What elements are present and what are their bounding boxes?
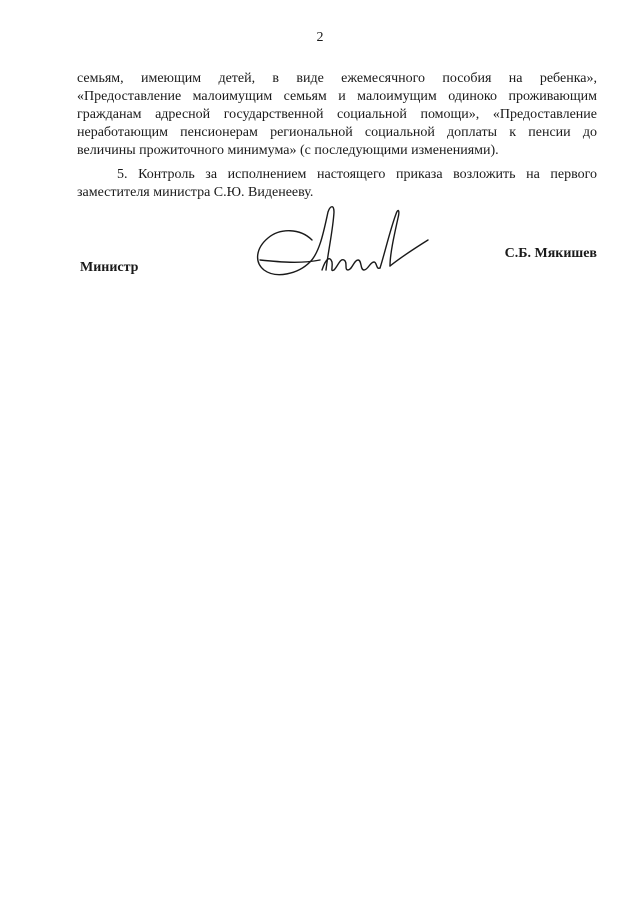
paragraph-continuation	[77, 70, 597, 160]
signatory-role: Министр	[80, 260, 139, 275]
signatory-name: С.Б. Мякишев	[504, 246, 597, 261]
text-line: «Предоставление малоимущим семьям и малоимущим одиноко проживающим	[77, 89, 597, 104]
page-number: 2	[316, 30, 324, 45]
text-line: величины прожиточного минимума» (с последующими изменениями).	[77, 143, 499, 158]
text-line: заместителя министра С.Ю. Виденееву.	[77, 185, 314, 200]
text-line: неработающим пенсионерам региональной социальной доплаты к пенсии до	[77, 125, 597, 140]
text-line: 5. Контроль за исполнением настоящего приказа возложить на первого	[117, 167, 597, 182]
text-line: семьям, имеющим детей, в виде ежемесячного пособия на ребенка»,	[77, 71, 597, 86]
text-line: гражданам адресной государственной социальной помощи», «Предоставление	[77, 107, 597, 122]
handwritten-signature-icon	[250, 200, 440, 285]
paragraph-item-5	[77, 166, 597, 202]
